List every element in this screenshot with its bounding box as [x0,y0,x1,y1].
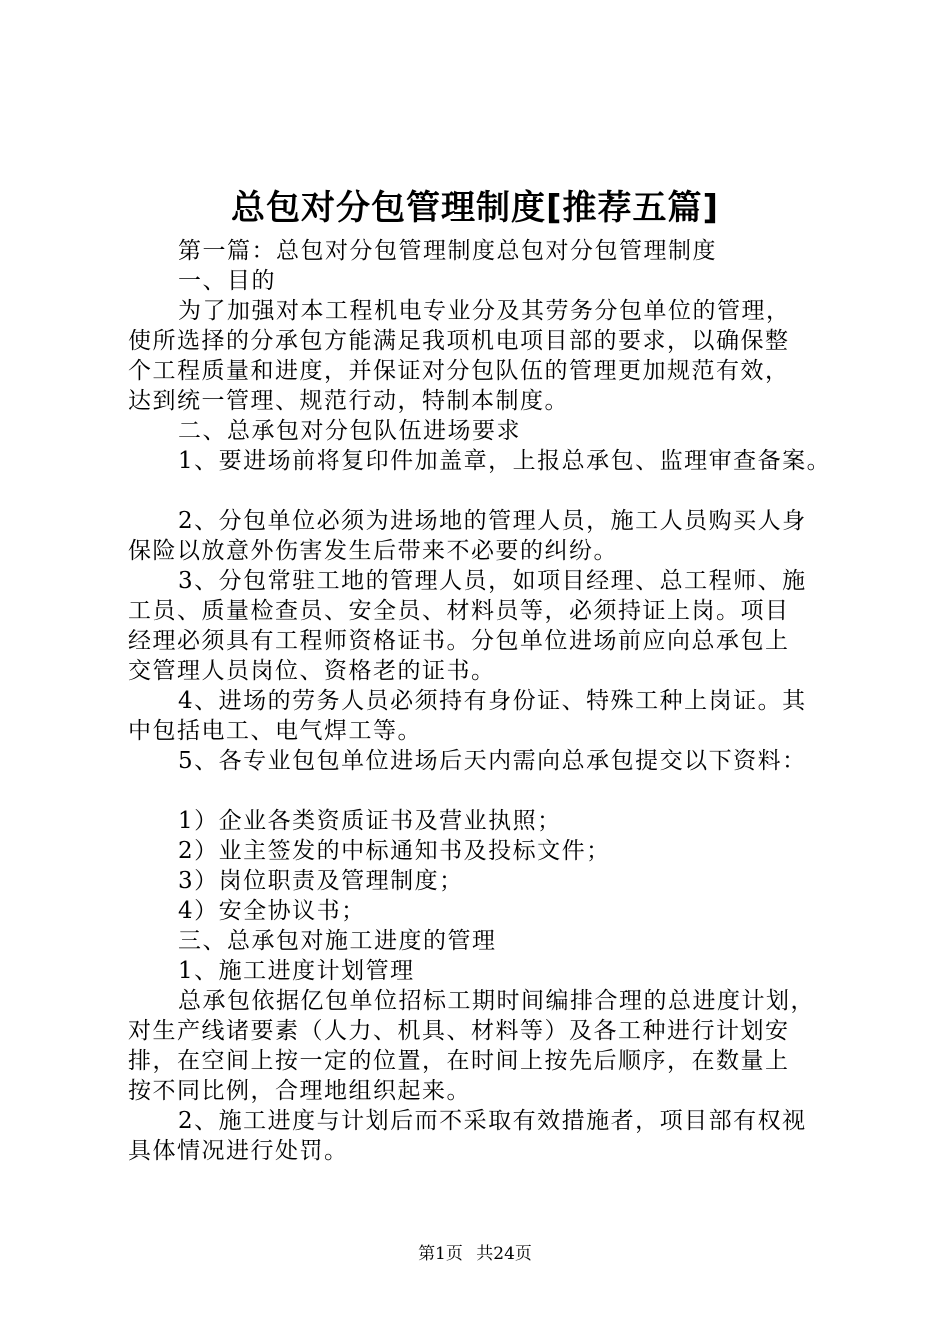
page-total: 共24页 [476,1244,532,1264]
paragraph-line: 使所选择的分承包方能满足我项机电项目部的要求，以确保整 [128,328,790,354]
paragraph-line: 中包括电工、电气焊工等。 [128,718,422,744]
paragraph-line: 2、施工进度与计划后而不采取有效措施者，项目部有权视 [178,1108,807,1134]
paragraph-line: 对生产线诸要素（人力、机具、材料等）及各工种进行计划安 [128,1018,790,1044]
paragraph-line: 4、进场的劳务人员必须持有身份证、特殊工种上岗证。其 [178,688,807,714]
document-body [128,236,833,1166]
paragraph-line: 2、分包单位必须为进场地的管理人员，施工人员购买人身 [178,508,807,534]
paragraph-line: 5、各专业包包单位进场后天内需向总承包提交以下资料： [178,748,807,774]
paragraph-line: 3）岗位职责及管理制度； [178,868,464,894]
paragraph-line: 经理必须具有工程师资格证书。分包单位进场前应向总承包上 [128,628,790,654]
page-number: 第1页 [418,1244,463,1264]
document-title: 总包对分包管理制度[推荐五篇] [230,188,720,228]
paragraph-line: 1）企业各类资质证书及营业执照； [178,808,562,834]
paragraph-line: 二、总承包对分包队伍进场要求 [178,418,521,444]
paragraph-line: 3、分包常驻工地的管理人员，如项目经理、总工程师、施 [178,568,807,594]
blank-line [128,776,833,806]
paragraph-line: 具体情况进行处罚。 [128,1138,349,1164]
paragraph-line: 按不同比例，合理地组织起来。 [128,1078,471,1104]
paragraph-line: 交管理人员岗位、资格老的证书。 [128,658,496,684]
paragraph-line: 总承包依据亿包单位招标工期时间编排合理的总进度计划， [178,988,815,1014]
paragraph-line: 工员、质量检查员、安全员、材料员等，必须持证上岗。项目 [128,598,790,624]
paragraph-line: 2）业主签发的中标通知书及投标文件； [178,838,611,864]
paragraph-line: 4）安全协议书； [178,898,366,924]
page-footer [0,1242,950,1266]
paragraph-line: 1、施工进度计划管理 [178,958,415,984]
paragraph-line: 达到统一管理、规范行动，特制本制度。 [128,388,569,414]
paragraph-line: 保险以放意外伤害发生后带来不必要的纠纷。 [128,538,618,564]
blank-line [128,476,833,506]
paragraph-line: 第一篇：总包对分包管理制度总包对分包管理制度 [178,238,717,264]
paragraph-line: 为了加强对本工程机电专业分及其劳务分包单位的管理， [178,298,791,324]
paragraph-line: 1、要进场前将复印件加盖章，上报总承包、监理审查备案。 [178,448,832,474]
paragraph-line: 个工程质量和进度，并保证对分包队伍的管理更加规范有效， [128,358,790,384]
paragraph-line: 排，在空间上按一定的位置，在时间上按先后顺序，在数量上 [128,1048,790,1074]
paragraph-line: 一、目的 [178,268,276,294]
paragraph-line: 三、总承包对施工进度的管理 [178,928,497,954]
